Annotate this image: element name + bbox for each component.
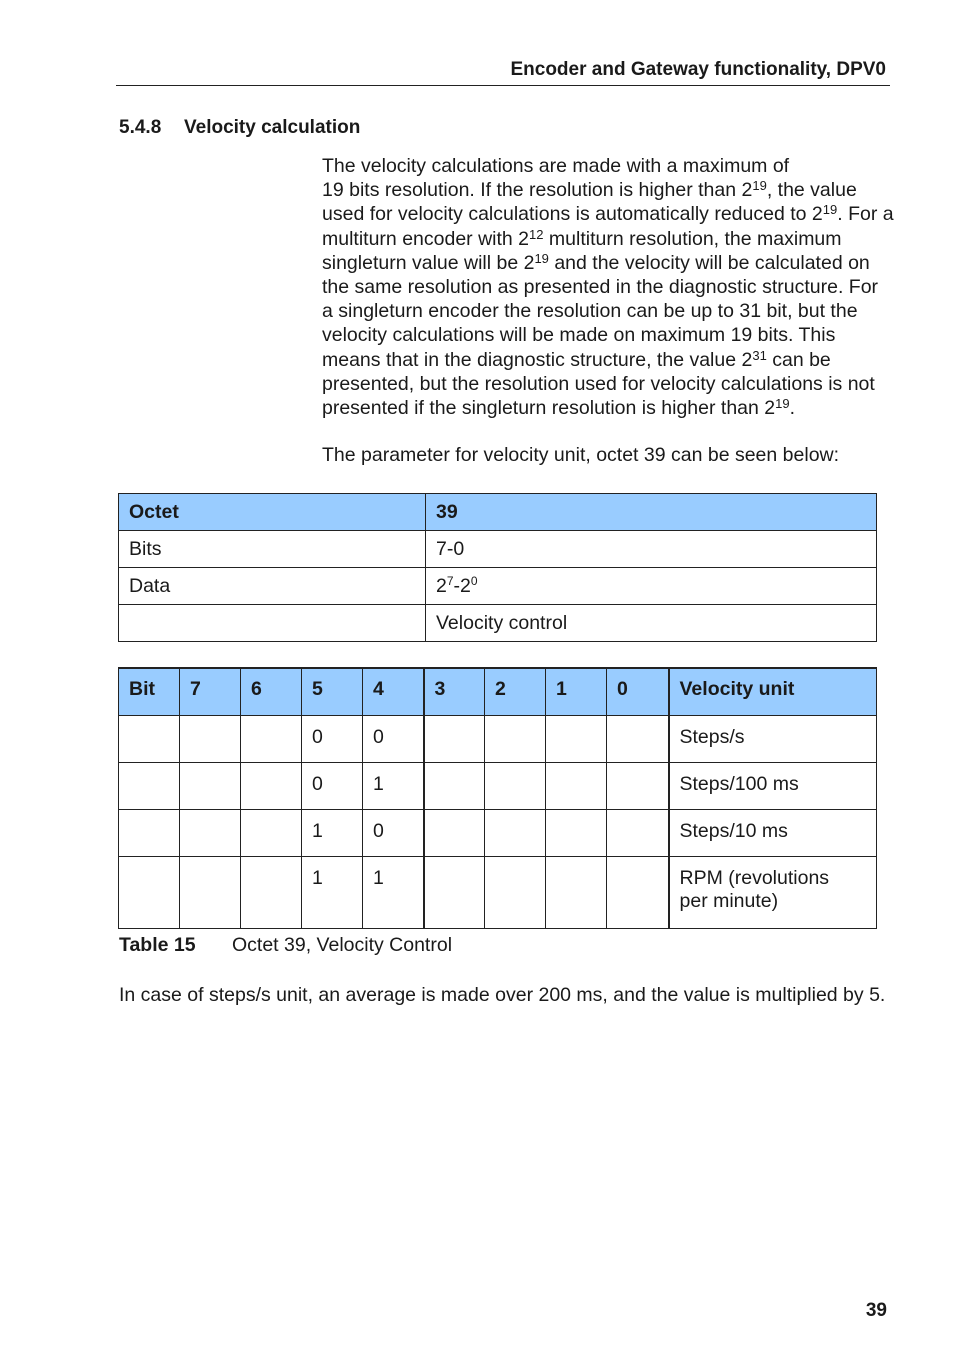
table-header-cell: 7 bbox=[180, 668, 241, 716]
table-cell bbox=[119, 857, 180, 929]
paragraph-line: the same resolution as presented in the diagnostic structure. For bbox=[322, 276, 879, 299]
table-header-cell: 3 bbox=[424, 668, 485, 716]
table-cell bbox=[424, 763, 485, 810]
paragraph-line: singleturn value will be $2^{19}$ and the velocity will be calculated on bbox=[322, 250, 870, 274]
table-cell bbox=[669, 857, 877, 929]
table-caption bbox=[119, 934, 452, 957]
table-cell: 0 bbox=[302, 716, 363, 763]
table-header-row bbox=[119, 494, 877, 531]
table-cell bbox=[119, 605, 426, 642]
table-header-cell: 1 bbox=[546, 668, 607, 716]
table-cell bbox=[180, 810, 241, 857]
table-cell bbox=[607, 810, 669, 857]
table-intro-text: The parameter for velocity unit, octet 39 can be seen below: bbox=[322, 444, 840, 466]
table-cell bbox=[119, 716, 180, 763]
octet-table bbox=[118, 493, 877, 642]
table-row bbox=[119, 857, 877, 929]
table-cell: 1 bbox=[363, 763, 424, 810]
table-cell: 7-0 bbox=[426, 531, 877, 568]
table-cell: 1 bbox=[302, 857, 363, 929]
page-header-title: Encoder and Gateway functionality, DPV0 bbox=[510, 59, 886, 80]
table-header-cell: Bit bbox=[119, 668, 180, 716]
section-heading bbox=[119, 117, 360, 139]
table-cell bbox=[485, 716, 546, 763]
table-cell bbox=[485, 763, 546, 810]
table-cell bbox=[119, 810, 180, 857]
table-cell bbox=[424, 810, 485, 857]
paragraph-line: velocity calculations will be made on maximum 19 bits. This bbox=[322, 324, 836, 347]
table-cell bbox=[180, 763, 241, 810]
table-cell bbox=[241, 716, 302, 763]
table-row bbox=[119, 605, 877, 642]
table-cell: $2^7-2^0$ bbox=[426, 568, 877, 605]
table-cell: 1 bbox=[302, 810, 363, 857]
paragraph-line: means that in the diagnostic structure, the value $2^{31}$ can be bbox=[322, 347, 831, 371]
caption-label: Table 15 bbox=[119, 934, 196, 956]
table-cell: Steps/10 ms bbox=[669, 810, 877, 857]
table-cell bbox=[180, 857, 241, 929]
table-cell bbox=[180, 716, 241, 763]
table-header-cell: 39 bbox=[426, 494, 877, 531]
paragraph-line: used for velocity calculations is automatically reduced to $2^{19}$. For a bbox=[322, 202, 894, 226]
table-cell: Bits bbox=[119, 531, 426, 568]
table-cell: 0 bbox=[302, 763, 363, 810]
cell-text-line: per minute) bbox=[679, 890, 779, 912]
table-cell: Velocity control bbox=[426, 605, 877, 642]
table-cell: 1 bbox=[363, 857, 424, 929]
table-cell: Steps/s bbox=[669, 716, 877, 763]
table-header-cell: 0 bbox=[607, 668, 669, 716]
table-cell bbox=[485, 810, 546, 857]
paragraph-line: a singleturn encoder the resolution can be up to 31 bit, but the bbox=[322, 300, 858, 323]
table-cell bbox=[546, 716, 607, 763]
header-rule bbox=[116, 85, 890, 86]
table-header-cell: 4 bbox=[363, 668, 424, 716]
table-row bbox=[119, 716, 877, 763]
table-cell: 0 bbox=[363, 810, 424, 857]
table-cell bbox=[241, 763, 302, 810]
table-cell bbox=[607, 857, 669, 929]
table-cell bbox=[485, 857, 546, 929]
table-row bbox=[119, 810, 877, 857]
table-cell bbox=[607, 763, 669, 810]
table-header-cell: 6 bbox=[241, 668, 302, 716]
velocity-unit-table bbox=[118, 667, 877, 929]
table-cell bbox=[241, 857, 302, 929]
paragraph-line: 19 bits resolution. If the resolution is higher than $2^{19}$, the value bbox=[322, 178, 857, 202]
table-cell bbox=[546, 810, 607, 857]
paragraph-line: presented, but the resolution used for velocity calculations is not bbox=[322, 372, 875, 395]
paragraph-line: presented if the singleturn resolution is higher than $2^{19}$. bbox=[322, 396, 796, 420]
table-cell bbox=[546, 763, 607, 810]
table-row bbox=[119, 763, 877, 810]
table-cell bbox=[546, 857, 607, 929]
caption-text: Octet 39, Velocity Control bbox=[232, 934, 453, 956]
table-cell: Steps/100 ms bbox=[669, 763, 877, 810]
table-header-cell: 2 bbox=[485, 668, 546, 716]
paragraph-line: The velocity calculations are made with a maximum of bbox=[322, 155, 790, 177]
table-cell bbox=[607, 716, 669, 763]
table-cell bbox=[424, 716, 485, 763]
table-cell: 0 bbox=[363, 716, 424, 763]
table-cell: Data bbox=[119, 568, 426, 605]
paragraph-line: multiturn encoder with $2^{12}$ multiturn resolution, the maximum bbox=[322, 226, 842, 250]
table-row bbox=[119, 568, 877, 605]
table-row bbox=[119, 531, 877, 568]
table-header-cell: 5 bbox=[302, 668, 363, 716]
page-number: 39 bbox=[865, 1300, 887, 1321]
cell-text-line: RPM (revolutions bbox=[679, 867, 830, 889]
section-title: Velocity calculation bbox=[184, 117, 361, 138]
table-cell bbox=[119, 763, 180, 810]
table-header-cell: Octet bbox=[119, 494, 426, 531]
table-header-row bbox=[119, 668, 877, 716]
table-cell bbox=[241, 810, 302, 857]
body-paragraph bbox=[322, 154, 894, 420]
note-paragraph: In case of steps/s unit, an average is made over 200 ms, and the value is multiplied by 5. bbox=[119, 984, 886, 1006]
table-cell bbox=[424, 857, 485, 929]
table-header-cell: Velocity unit bbox=[669, 668, 877, 716]
section-number: 5.4.8 bbox=[119, 117, 162, 138]
